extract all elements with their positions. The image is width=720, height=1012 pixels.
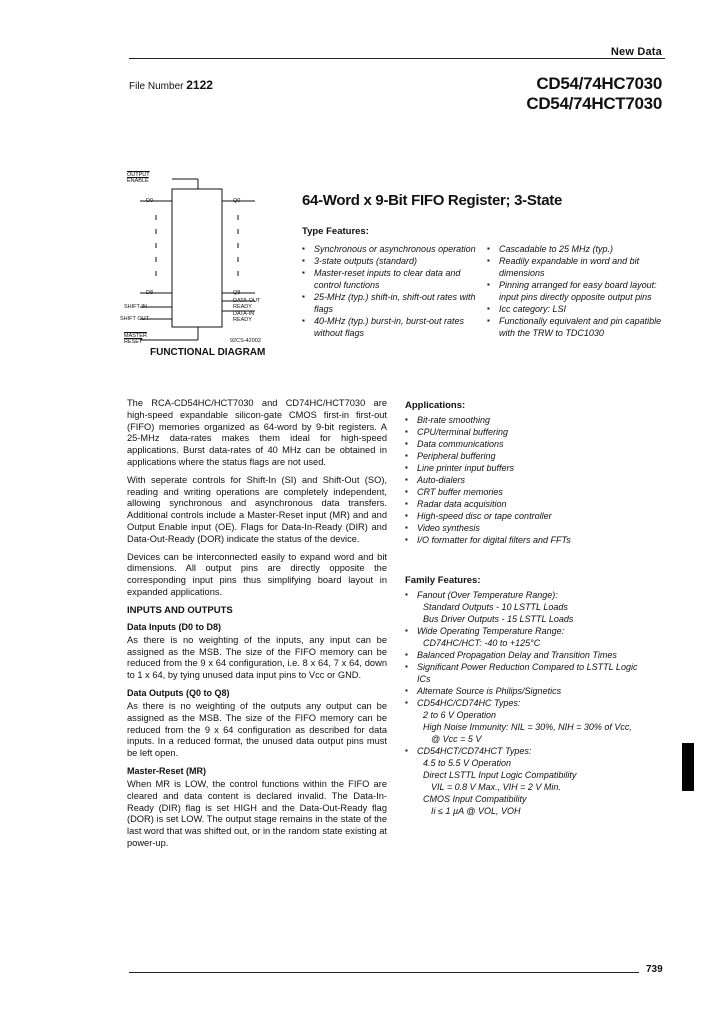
body-column [127,398,387,856]
page-title: 64-Word x 9-Bit FIFO Register; 3-State [302,192,563,209]
list-subitem: CMOS Input Compatibility [423,794,527,804]
family-features-section [405,575,645,817]
applications-heading: Applications: [405,400,466,411]
list-item: ▪ Significant Power Reduction Compared to LSTTL Logic ICs [405,661,645,685]
diagram-code: 92CS-42002 [230,338,261,344]
list-item: ▪ Readily expandable in word and bit dimensions [487,255,662,279]
list-item: ▪ Line printer input buffers [405,462,605,474]
header-rule [129,58,665,59]
list-item: ▪ Peripheral buffering [405,450,605,462]
list-item: ▪ CPU/terminal buffering [405,426,605,438]
list-item: ▪ Balanced Propagation Delay and Transition Times [405,649,645,661]
family-features-list-2 [405,625,645,637]
family-features-list [405,589,645,601]
file-number-label: File Number [129,81,184,92]
applications-section [405,400,605,546]
list-item: ▪ Data communications [405,438,605,450]
list-item: ▪ Pinning arranged for easy board layout: input pins directly opposite output pins [487,279,662,303]
master-reset-heading: Master-Reset (MR) [127,765,207,776]
file-number-value: 2122 [186,78,213,92]
type-features-left [302,243,477,339]
diagram-caption: FUNCTIONAL DIAGRAM [150,347,266,358]
output-enable-label: OUTPUT ENABLE [127,172,150,184]
family-features-heading: Family Features: [405,575,481,586]
list-subitem: Direct LSTTL Input Logic Compatibility [423,770,577,780]
list-subitem: 2 to 6 V Operation [423,710,497,720]
list-item: ▪ Auto-dialers [405,474,605,486]
list-item: ▪ 40-MHz (typ.) burst-in, burst-out rates without flags [302,315,477,339]
new-data-label: New Data [610,46,662,58]
section-tab-marker [682,743,694,791]
list-item: ▪ CRT buffer memories [405,486,605,498]
list-item: ▪ High-speed disc or tape controller [405,510,605,522]
family-features-list-4 [405,745,645,757]
list-item: ▪ CD54HCT/CD74HCT Types: [405,745,645,757]
shift-in-label: SHIFT IN [124,304,147,310]
master-reset-text: When MR is LOW, the control functions within the FIFO are cleared and data content is declared invalid. The Data-In-Ready (DIR) flag is set HIGH and the Data-Out-Ready flag (DOR) is set LOW. The output stage remains in the state of the last word that was shifted out, or in the random state existing at power-up. [127,778,387,848]
family-features-list-3 [405,649,645,709]
list-subitem: VIL = 0.8 V Max., VIH = 2 V Min. [431,782,561,792]
file-number [129,78,213,92]
list-subitem: CD74HC/HCT: -40 to +125°C [423,638,541,648]
d0-label: D0 [146,198,154,204]
list-item: ▪ Radar data acquisition [405,498,605,510]
list-subitem: Standard Outputs - 10 LSTTL Loads [423,602,568,612]
data-inputs-text: As there is no weighting of the inputs, any input can be assigned as the MSB. The size of the FIFO memory can be reduced from the 9 x 64 configuration, i.e. 8 x 64, 7 x 64, down to 1 x 64, by tying unused data input pins to Vcc or GND. [127,634,387,681]
io-heading: INPUTS AND OUTPUTS [127,604,233,616]
data-outputs-text: As there is no weighting of the outputs any output can be assigned as the MSB. The size of the FIFO memory can be reduced from the 9 x 64 configuration as described for data inputs. In a reduced format, the unused data output pins must be left open. [127,700,387,759]
footer-rule [129,972,617,973]
shift-out-label: SHIFT OUT [120,316,149,322]
d8-label: D8 [146,290,154,296]
list-item: ▪ Cascadable to 25 MHz (typ.) [487,243,662,255]
type-features-right [487,243,662,339]
footer-rule-short [617,972,639,973]
data-out-ready-label: DATA-OUT READY [233,298,261,310]
applications-list [405,414,605,546]
list-item: ▪ Icc category: LSI [487,303,662,315]
list-item: ▪ Alternate Source is Philips/Signetics [405,685,645,697]
data-inputs-heading: Data Inputs (D0 to D8) [127,621,222,632]
list-item: ▪ Master-reset inputs to clear data and control functions [302,267,477,291]
list-item: ▪ Fanout (Over Temperature Range): [405,589,645,601]
list-item: ▪ 25-MHz (typ.) shift-in, shift-out rates with flags [302,291,477,315]
type-features-heading: Type Features: [302,226,369,237]
expansion-paragraph: Devices can be interconnected easily to expand word and bit dimensions. All output pins are directly opposite the corresponding input pins thus simplifying board layout in expanded applications. [127,551,387,597]
page-number: 739 [646,964,663,975]
list-subitem: High Noise Immunity: NIL = 30%, NIH = 30% of Vcc, [423,722,632,732]
part-number-hct: CD54/74HCT7030 [526,94,662,113]
list-item: ▪ 3-state outputs (standard) [302,255,477,267]
part-number-hc: CD54/74HC7030 [536,74,662,93]
list-item: ▪ Synchronous or asynchronous operation [302,243,477,255]
master-reset-label: MASTER RESET [124,333,147,345]
list-item: ▪ CD54HC/CD74HC Types: [405,697,645,709]
list-item: ▪ I/O formatter for digital filters and FFTs [405,534,605,546]
list-item: ▪ Video synthesis [405,522,605,534]
list-subitem: Bus Driver Outputs - 15 LSTTL Loads [423,614,574,624]
q8-label: Q8 [233,290,241,296]
list-subitem: 4.5 to 5.5 V Operation [423,758,512,768]
data-in-ready-label: DATA-IN READY [233,311,255,323]
controls-paragraph: With seperate controls for Shift-In (SI) and Shift-Out (SO), reading and writing operations are completely independent, allowing synchronous and asynchronous data transfers. Additional controls include a Master-Reset input (MR) and and Output Enable input (OE). Flags for Data-In-Ready (DIR) and Data-Out-Ready (DOR) indicate the status of the device. [127,474,387,544]
list-subitem: @ Vcc = 5 V [431,734,482,744]
data-outputs-heading: Data Outputs (Q0 to Q8) [127,687,230,698]
list-item: ▪ Wide Operating Temperature Range: [405,625,645,637]
q0-label: Q0 [233,198,241,204]
list-item: ▪ Functionally equivalent and pin capatible with the TRW to TDC1030 [487,315,662,339]
list-item: ▪ Bit-rate smoothing [405,414,605,426]
list-subitem: Ii ≤ 1 µA @ VOL, VOH [431,806,521,816]
intro-paragraph: The RCA-CD54HC/HCT7030 and CD74HC/HCT7030 are high-speed expandable silicon-gate CMOS first-in first-out (FIFO) memories organized as 64-word by 9-bit registers. A 25-MHz data-rates makes them ideal for high-speed applications. Burst data-rates of 40 MHz can be obtained in applications where the status flags are not used. [127,398,387,467]
